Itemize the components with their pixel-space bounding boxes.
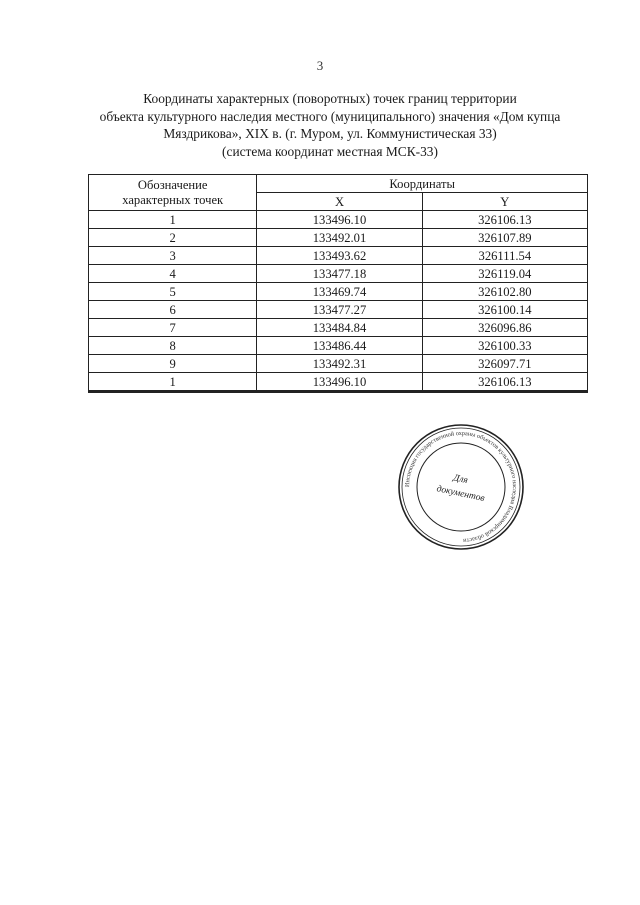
y-cell: 326100.14 xyxy=(422,301,587,319)
x-cell: 133477.18 xyxy=(257,265,422,283)
table-row xyxy=(89,265,588,283)
x-cell: 133493.62 xyxy=(257,247,422,265)
y-cell: 326102.80 xyxy=(422,283,587,301)
table-row xyxy=(89,355,588,373)
point-cell: 1 xyxy=(89,373,257,392)
heading-line-1: Координаты характерных (поворотных) точек границ территории xyxy=(143,91,517,106)
table-row xyxy=(89,211,588,229)
point-cell: 8 xyxy=(89,337,257,355)
header-y: Y xyxy=(422,193,587,211)
coordinates-table xyxy=(88,174,588,393)
table-row xyxy=(89,373,588,392)
stamp-center-line-2: документов xyxy=(435,484,486,505)
header-point-line-1: Обозначение xyxy=(137,177,208,192)
table-row xyxy=(89,247,588,265)
x-cell: 133477.27 xyxy=(257,301,422,319)
table-row xyxy=(89,337,588,355)
point-cell: 1 xyxy=(89,211,257,229)
point-cell: 5 xyxy=(89,283,257,301)
stamp-outer-ring xyxy=(399,425,523,549)
point-cell: 7 xyxy=(89,319,257,337)
y-cell: 326100.33 xyxy=(422,337,587,355)
official-stamp xyxy=(396,422,526,552)
x-cell: 133496.10 xyxy=(257,211,422,229)
y-cell: 326107.89 xyxy=(422,229,587,247)
header-x: X xyxy=(257,193,422,211)
y-cell: 326119.04 xyxy=(422,265,587,283)
header-point-designation xyxy=(89,175,257,211)
point-cell: 3 xyxy=(89,247,257,265)
y-cell: 326106.13 xyxy=(422,211,587,229)
heading-line-2: объекта культурного наследия местного (муниципального) значения «Дом купца xyxy=(99,108,561,124)
x-cell: 133496.10 xyxy=(257,373,422,392)
y-cell: 326097.71 xyxy=(422,355,587,373)
point-cell: 4 xyxy=(89,265,257,283)
y-cell: 326106.13 xyxy=(422,373,587,392)
stamp-ring-text: Инспекция государственной охраны объектов культурного наследия Владимирской области xyxy=(403,429,519,544)
table-row xyxy=(89,283,588,301)
point-cell: 6 xyxy=(89,301,257,319)
y-cell: 326096.86 xyxy=(422,319,587,337)
x-cell: 133492.01 xyxy=(257,229,422,247)
point-cell: 2 xyxy=(89,229,257,247)
page-number: 3 xyxy=(316,58,324,73)
table-row xyxy=(89,301,588,319)
y-cell: 326111.54 xyxy=(422,247,587,265)
header-coordinates: Координаты xyxy=(257,175,588,193)
stamp-center-line-1: Для xyxy=(452,473,469,487)
point-cell: 9 xyxy=(89,355,257,373)
x-cell: 133469.74 xyxy=(257,283,422,301)
heading-line-3: Мяздрикова», XIX в. (г. Муром, ул. Коммунистическая 33) xyxy=(163,126,497,141)
table-row xyxy=(89,319,588,337)
header-point-line-2: характерных точек xyxy=(122,192,224,207)
stamp-inner-ring xyxy=(417,443,505,531)
x-cell: 133484.84 xyxy=(257,319,422,337)
heading-line-4: (система координат местная МСК-33) xyxy=(222,143,438,159)
x-cell: 133492.31 xyxy=(257,355,422,373)
document-heading xyxy=(60,90,600,160)
x-cell: 133486.44 xyxy=(257,337,422,355)
stamp-outer-ring-inner xyxy=(402,428,520,546)
table-row xyxy=(89,229,588,247)
